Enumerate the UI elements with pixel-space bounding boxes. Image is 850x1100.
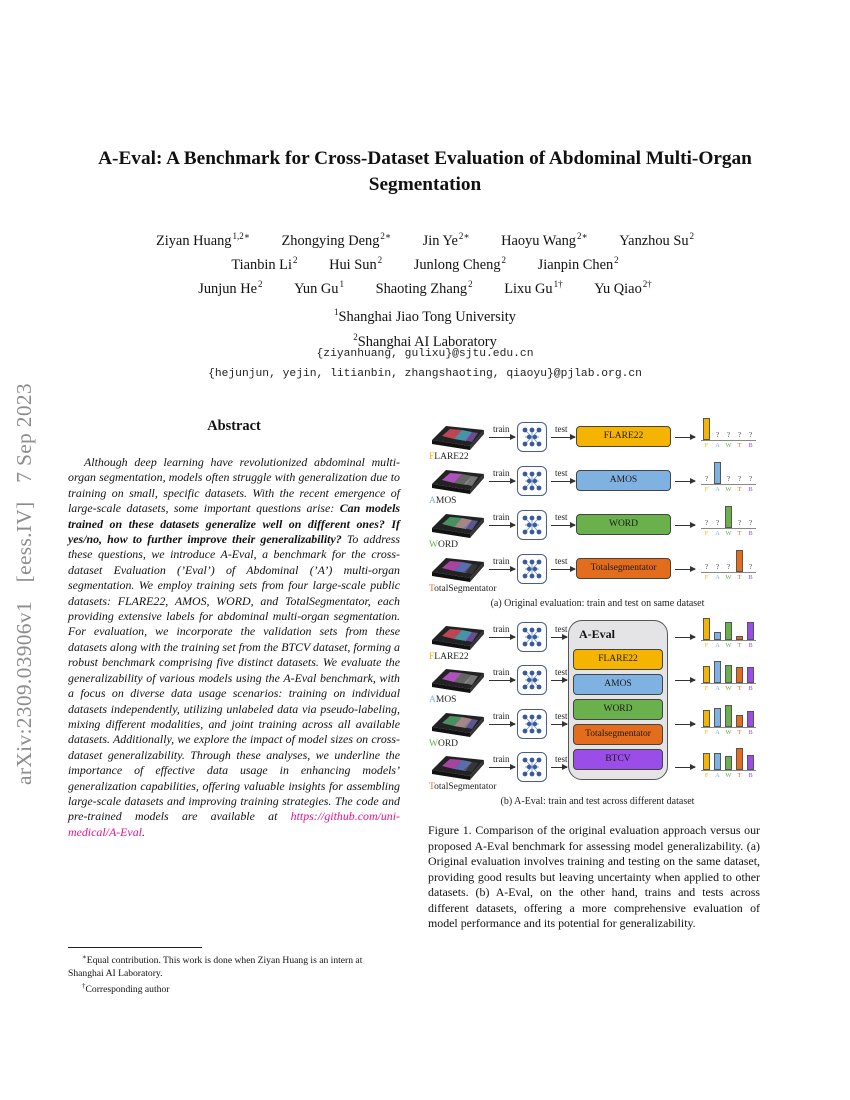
- unknown-mark: ?: [748, 475, 753, 483]
- neural-network-icon: [517, 466, 547, 496]
- dataset-label: FLARE22: [429, 452, 469, 462]
- bar: [714, 462, 721, 484]
- author: Yun Gu$^1$: [294, 279, 344, 297]
- arrow-icon: [675, 437, 695, 438]
- unknown-mark: ?: [726, 563, 731, 571]
- test-label: test: [555, 468, 568, 478]
- tick-label: T: [737, 642, 742, 649]
- benchmark-dataset-box: WORD: [573, 699, 663, 720]
- ct-volume-icon: [428, 622, 486, 652]
- tick-label: W: [725, 530, 732, 537]
- arrow-icon: [551, 680, 567, 681]
- test-label: test: [555, 711, 568, 721]
- abstract-text: Although deep learning have revolutionized abdominal multi-organ segmentation, models often struggle with generalization due to training on small, specific datasets. With the recent emergence of large-scale datasets, some important questions arise: Can models trained on these datasets generalize well on different ones? If yes/no, how to further improve their generalizability? To address these questions, we introduce A-Eval, a benchmark for the cross-dataset Evaluation (’Eval’) of Abdominal (’A’) multi-organ segmentation. We employ training sets from four large-scale public datasets: FLARE22, AMOS, WORD, and TotalSegmentator, each providing extensive labels for abdominal multi-organ segmentation. For evaluation, we incorporate the validation sets from these datasets along with the training set from the BTCV dataset, forming a robust benchmark comprising five distinct datasets. We evaluate the generalizability of various models using the A-Eval benchmark, with a focus on diverse data usage scenarios: training on individual datasets independently, utilizing unlabeled data via pseudo-labeling, mixing different modalities, and joint training across all available datasets. Additionally, we explore the impact of model sizes on cross-dataset generalizability. Through these analyses, we underline the importance of effective data usage in enhancing models’ generalization capabilities, offering valuable insights for assembling large-scale datasets and improving training strategies. The code and pre-trained models are available at https://github.com/uni-medical/A-Eval.: [68, 455, 401, 839]
- unknown-mark: ?: [737, 475, 742, 483]
- dataset-label: WORD: [429, 540, 459, 550]
- arrow-icon: [551, 525, 575, 526]
- dataset-label: AMOS: [429, 695, 457, 705]
- arrow-icon: [489, 637, 515, 638]
- tick-label: F: [704, 729, 709, 736]
- train-label: train: [493, 424, 510, 434]
- eval-row-b: [425, 661, 770, 705]
- bar: [725, 756, 732, 770]
- train-label: train: [493, 754, 510, 764]
- paper-title: A-Eval: A Benchmark for Cross-Dataset Evaluation of Abdominal Multi-Organ Segmentation: [98, 148, 752, 195]
- dataset-label: TotalSegmentator: [429, 584, 497, 594]
- ct-volume-icon: [428, 752, 486, 782]
- emails: [60, 344, 790, 384]
- tick-label: A: [715, 442, 720, 449]
- arrow-icon: [551, 767, 567, 768]
- ct-scan-thumbnail: [428, 554, 486, 584]
- benchmark-dataset-box: FLARE22: [573, 649, 663, 670]
- arrow-icon: [551, 437, 575, 438]
- tick-label: T: [737, 772, 742, 779]
- dataset-label: WORD: [429, 739, 459, 749]
- tick-label: B: [748, 729, 753, 736]
- dataset-label: TotalSegmentator: [429, 782, 497, 792]
- arrow-icon: [675, 724, 695, 725]
- author: Hui Sun$^2$: [329, 255, 383, 273]
- arxiv-category: [eess.IV]: [12, 501, 36, 583]
- tick-label: F: [704, 530, 709, 537]
- bar: [747, 622, 754, 640]
- arxiv-date: 7 Sep 2023: [12, 383, 36, 483]
- result-bar-chart: [701, 618, 756, 648]
- tick-label: B: [748, 685, 753, 692]
- result-bar-chart: [701, 705, 756, 735]
- eval-row-a: [425, 550, 770, 594]
- tick-label: A: [715, 772, 720, 779]
- bar: [725, 665, 732, 683]
- figure-1: [425, 418, 770, 813]
- dataset-box: AMOS: [576, 470, 671, 491]
- bar: [736, 550, 743, 572]
- subcaption-a: (a) Original evaluation: train and test on same dataset: [490, 598, 705, 609]
- bar: [736, 715, 743, 727]
- result-bar-chart: [701, 748, 756, 778]
- tick-label: W: [725, 642, 732, 649]
- affiliation: $^2$Shanghai AI Laboratory: [353, 332, 497, 350]
- unknown-mark: ?: [748, 431, 753, 439]
- train-label: train: [493, 468, 510, 478]
- unknown-mark: ?: [704, 563, 709, 571]
- arrow-icon: [489, 767, 515, 768]
- ct-volume-icon: [428, 422, 486, 452]
- tick-label: B: [748, 772, 753, 779]
- affiliation: $^1$Shanghai Jiao Tong University: [334, 307, 516, 325]
- unknown-mark: ?: [704, 475, 709, 483]
- bar: [736, 636, 743, 640]
- chart-axis: [701, 484, 756, 485]
- bar: [714, 661, 721, 683]
- test-label: test: [555, 667, 568, 677]
- arrow-icon: [675, 637, 695, 638]
- neural-network-icon: [517, 665, 547, 695]
- unknown-mark: ?: [715, 519, 720, 527]
- neural-network-icon: [517, 709, 547, 739]
- result-bar-chart: [701, 550, 756, 580]
- ct-volume-icon: [428, 510, 486, 540]
- unknown-mark: ?: [715, 563, 720, 571]
- arrow-icon: [675, 767, 695, 768]
- train-label: train: [493, 624, 510, 634]
- ct-volume-icon: [428, 709, 486, 739]
- chart-axis: [701, 528, 756, 529]
- bar: [725, 622, 732, 640]
- tick-label: F: [704, 642, 709, 649]
- bar: [714, 632, 721, 640]
- bar: [747, 667, 754, 684]
- author-list: [60, 227, 790, 299]
- arrow-icon: [489, 481, 515, 482]
- ct-scan-thumbnail: [428, 422, 486, 452]
- a-eval-title: A-Eval: [579, 627, 615, 641]
- eval-row-b: [425, 748, 770, 792]
- tick-label: F: [704, 486, 709, 493]
- chart-axis: [701, 683, 756, 684]
- result-bar-chart: [701, 462, 756, 492]
- arrow-icon: [489, 680, 515, 681]
- ct-scan-thumbnail: [428, 709, 486, 739]
- tick-label: A: [715, 574, 720, 581]
- footnotes: [68, 951, 400, 997]
- unknown-mark: ?: [715, 431, 720, 439]
- ct-volume-icon: [428, 554, 486, 584]
- arxiv-stamp: [12, 370, 37, 785]
- eval-row-b: [425, 705, 770, 749]
- tick-label: B: [748, 642, 753, 649]
- bar: [703, 710, 710, 727]
- test-label: test: [555, 556, 568, 566]
- unknown-mark: ?: [737, 519, 742, 527]
- author: Yu Qiao$^{2\dagger}$: [594, 279, 652, 297]
- ct-scan-thumbnail: [428, 665, 486, 695]
- arrow-icon: [675, 525, 695, 526]
- benchmark-dataset-box: Totalsegmentator: [573, 724, 663, 745]
- tick-label: T: [737, 530, 742, 537]
- tick-label: T: [737, 574, 742, 581]
- author: Zhongying Deng$^{2∗}$: [281, 231, 392, 249]
- bar: [747, 711, 754, 728]
- neural-network-icon: [517, 622, 547, 652]
- unknown-mark: ?: [748, 563, 753, 571]
- dataset-box: Totalsegmentator: [576, 558, 671, 579]
- tick-label: A: [715, 486, 720, 493]
- ct-scan-thumbnail: [428, 466, 486, 496]
- benchmark-dataset-box: BTCV: [573, 749, 663, 770]
- chart-axis: [701, 727, 756, 728]
- tick-label: W: [725, 772, 732, 779]
- bar: [725, 705, 732, 727]
- ct-scan-thumbnail: [428, 622, 486, 652]
- tick-label: W: [725, 685, 732, 692]
- subcaption-b: (b) A-Eval: train and test across different dataset: [500, 796, 695, 807]
- arrow-icon: [489, 569, 515, 570]
- bar: [747, 755, 754, 770]
- tick-label: B: [748, 530, 753, 537]
- test-label: test: [555, 624, 568, 634]
- unknown-mark: ?: [726, 431, 731, 439]
- neural-network-icon: [517, 554, 547, 584]
- bar: [703, 753, 710, 770]
- bar: [703, 418, 710, 440]
- arrow-icon: [675, 481, 695, 482]
- tick-label: W: [725, 442, 732, 449]
- tick-label: A: [715, 729, 720, 736]
- arxiv-id[interactable]: arXiv:2309.03906v1: [12, 601, 36, 785]
- bar: [714, 753, 721, 770]
- footnote: †Corresponding author: [82, 982, 170, 995]
- dataset-box: WORD: [576, 514, 671, 535]
- tick-label: B: [748, 574, 753, 581]
- test-label: test: [555, 424, 568, 434]
- author: Lixu $Gu^{1\dagger}$: [504, 279, 563, 297]
- arrow-icon: [489, 724, 515, 725]
- eval-row-a: [425, 462, 770, 506]
- ct-volume-icon: [428, 466, 486, 496]
- abstract-heading: Abstract: [207, 418, 261, 434]
- dataset-label: AMOS: [429, 496, 457, 506]
- bar: [736, 748, 743, 770]
- dataset-label: FLARE22: [429, 652, 469, 662]
- unknown-mark: ?: [737, 431, 742, 439]
- tick-label: T: [737, 442, 742, 449]
- tick-label: F: [704, 574, 709, 581]
- eval-row-b: [425, 618, 770, 662]
- ct-scan-thumbnail: [428, 752, 486, 782]
- tick-label: T: [737, 486, 742, 493]
- tick-label: W: [725, 574, 732, 581]
- chart-axis: [701, 440, 756, 441]
- author: Jin $Ye^{2∗}$: [422, 231, 470, 249]
- train-label: train: [493, 512, 510, 522]
- author: Junlong Cheng$^2$: [413, 255, 507, 273]
- train-label: train: [493, 711, 510, 721]
- ct-volume-icon: [428, 665, 486, 695]
- test-label: test: [555, 512, 568, 522]
- tick-label: A: [715, 530, 720, 537]
- tick-label: A: [715, 642, 720, 649]
- tick-label: F: [704, 442, 709, 449]
- benchmark-dataset-box: AMOS: [573, 674, 663, 695]
- train-label: train: [493, 667, 510, 677]
- footnote: ∗Equal contribution. This work is done when Ziyan Huang is an intern at Shanghai AI Laboratory.: [68, 953, 363, 979]
- bar: [703, 666, 710, 683]
- result-bar-chart: [701, 506, 756, 536]
- chart-axis: [701, 770, 756, 771]
- neural-network-icon: [517, 752, 547, 782]
- arrow-icon: [551, 569, 575, 570]
- unknown-mark: ?: [704, 519, 709, 527]
- train-label: train: [493, 556, 510, 566]
- bar: [703, 618, 710, 640]
- author-row: [60, 227, 790, 251]
- result-bar-chart: [701, 418, 756, 448]
- author: Haoyu Wang$^{2∗}$: [501, 231, 588, 249]
- author-row: [60, 251, 790, 275]
- arrow-icon: [551, 724, 567, 725]
- tick-label: B: [748, 442, 753, 449]
- tick-label: W: [725, 486, 732, 493]
- bar: [725, 506, 732, 528]
- tick-label: A: [715, 685, 720, 692]
- arrow-icon: [675, 569, 695, 570]
- email-line: {hejunjun, yejin, litianbin, zhangshaoting, qiaoyu}@pjlab.org.cn: [208, 368, 642, 380]
- research-questions: Can models trained on these datasets generalize well on different ones? If yes/no, how to further improve their generalizability?: [68, 501, 401, 547]
- unknown-mark: ?: [726, 475, 731, 483]
- bar: [714, 708, 721, 727]
- arrow-icon: [489, 525, 515, 526]
- arrow-icon: [551, 637, 567, 638]
- ct-scan-thumbnail: [428, 510, 486, 540]
- author: Jianpin Chen$^2$: [537, 255, 619, 273]
- email-line: {ziyanhuang, gulixu}@sjtu.edu.cn: [316, 348, 534, 360]
- author: Ziyan Huang$^{1,2∗}$: [155, 231, 250, 249]
- test-label: test: [555, 754, 568, 764]
- chart-axis: [701, 572, 756, 573]
- tick-label: T: [737, 729, 742, 736]
- neural-network-icon: [517, 422, 547, 452]
- author: Junjun He$^2$: [198, 279, 263, 297]
- figure-caption: Figure 1. Comparison of the original evaluation approach versus our proposed A-Eval benchmark for assessing model generalizability. (a) Original evaluation involves training and testing on the same dataset, providing good results but leaving uncertainty when applied to other datasets. (b) A-Eval, on the other hand, trains and tests across different datasets, offering a more comprehensive evaluation of model performance and its potential for generalizability.: [428, 823, 760, 930]
- tick-label: W: [725, 729, 732, 736]
- tick-label: F: [704, 685, 709, 692]
- author-row: [60, 275, 790, 299]
- tick-label: B: [748, 486, 753, 493]
- author: Yanzhou Su$^2$: [619, 231, 695, 249]
- tick-label: T: [737, 685, 742, 692]
- arrow-icon: [551, 481, 575, 482]
- arrow-icon: [675, 680, 695, 681]
- author: Shaoting Zhang$^2$: [375, 279, 473, 297]
- eval-row-a: [425, 418, 770, 462]
- tick-label: F: [704, 772, 709, 779]
- bar: [736, 667, 743, 683]
- chart-axis: [701, 640, 756, 641]
- eval-row-a: [425, 506, 770, 550]
- code-link[interactable]: https://github.com/uni-medical/A-Eval: [68, 809, 400, 839]
- footnote-divider: [68, 947, 202, 948]
- dataset-box: FLARE22: [576, 426, 671, 447]
- arrow-icon: [489, 437, 515, 438]
- neural-network-icon: [517, 510, 547, 540]
- unknown-mark: ?: [748, 519, 753, 527]
- author: Tianbin Li$^2$: [231, 255, 298, 273]
- result-bar-chart: [701, 661, 756, 691]
